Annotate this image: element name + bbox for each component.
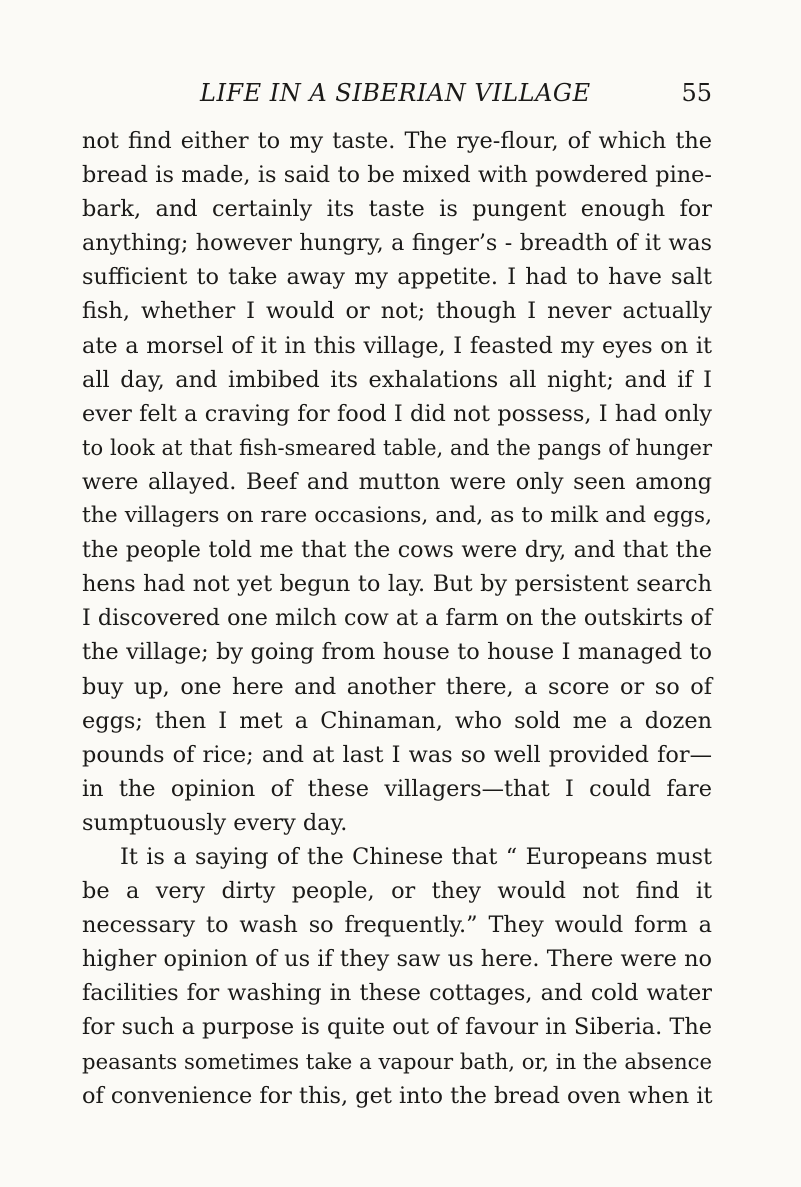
text-line: the village; by going from house to house I managed to bbox=[82, 639, 712, 666]
text-line: fish, whether I would or not; though I never actually bbox=[82, 298, 712, 325]
body-text bbox=[82, 124, 712, 1113]
text-line: eggs; then I met a Chinaman, who sold me a dozen bbox=[82, 707, 712, 734]
text-line: bark, and certainly its taste is pungent enough for bbox=[82, 196, 712, 223]
text-line: sumptuously every day. bbox=[82, 809, 348, 836]
text-line: facilities for washing in these cottages, and cold water bbox=[82, 980, 712, 1007]
text-line: It is a saying of the Chinese that “ Europeans must bbox=[120, 843, 712, 870]
text-line: higher opinion of us if they saw us here. There were no bbox=[82, 946, 712, 973]
text-line: ate a morsel of it in this village, I feasted my eyes on it bbox=[82, 332, 712, 359]
text-line: all day, and imbibed its exhalations all night; and if I bbox=[82, 366, 712, 393]
text-line: the villagers on rare occasions, and, as to milk and eggs, bbox=[82, 503, 712, 529]
text-line: necessary to wash so frequently.” They would form a bbox=[82, 912, 712, 939]
text-line: be a very dirty people, or they would not find it bbox=[82, 878, 712, 905]
text-line: of convenience for this, get into the bread oven when it bbox=[82, 1082, 713, 1109]
text-line: buy up, one here and another there, a score or so of bbox=[82, 673, 712, 700]
text-line: were allayed. Beef and mutton were only seen among bbox=[82, 468, 712, 495]
text-line: sufficient to take away my appetite. I had to have salt bbox=[82, 264, 712, 291]
text-line: for such a purpose is quite out of favour in Siberia. The bbox=[82, 1014, 712, 1041]
text-line: ever felt a craving for food I did not possess, I had only bbox=[82, 400, 712, 427]
page-number: 55 bbox=[681, 79, 712, 107]
text-line: not find either to my taste. The rye-flour, of which the bbox=[82, 128, 712, 154]
text-line: in the opinion of these villagers—that I could fare bbox=[82, 775, 712, 802]
text-line: the people told me that the cows were dry, and that the bbox=[82, 537, 712, 564]
text-line: I discovered one milch cow at a farm on the outskirts of bbox=[82, 605, 712, 632]
text-line: peasants sometimes take a vapour bath, or, in the absence bbox=[82, 1048, 712, 1074]
text-line: hens had not yet begun to lay. But by persistent search bbox=[82, 571, 712, 598]
running-head bbox=[82, 76, 712, 110]
text-line: bread is made, is said to be mixed with powdered pine- bbox=[82, 162, 712, 189]
text-line: pounds of rice; and at last I was so well provided for— bbox=[82, 741, 712, 768]
running-title: LIFE IN A SIBERIAN VILLAGE bbox=[200, 79, 591, 107]
text-line: to look at that fish-smeared table, and the pangs of hunger bbox=[82, 435, 712, 460]
text-line: anything; however hungry, a finger’s - breadth of it was bbox=[82, 230, 712, 257]
